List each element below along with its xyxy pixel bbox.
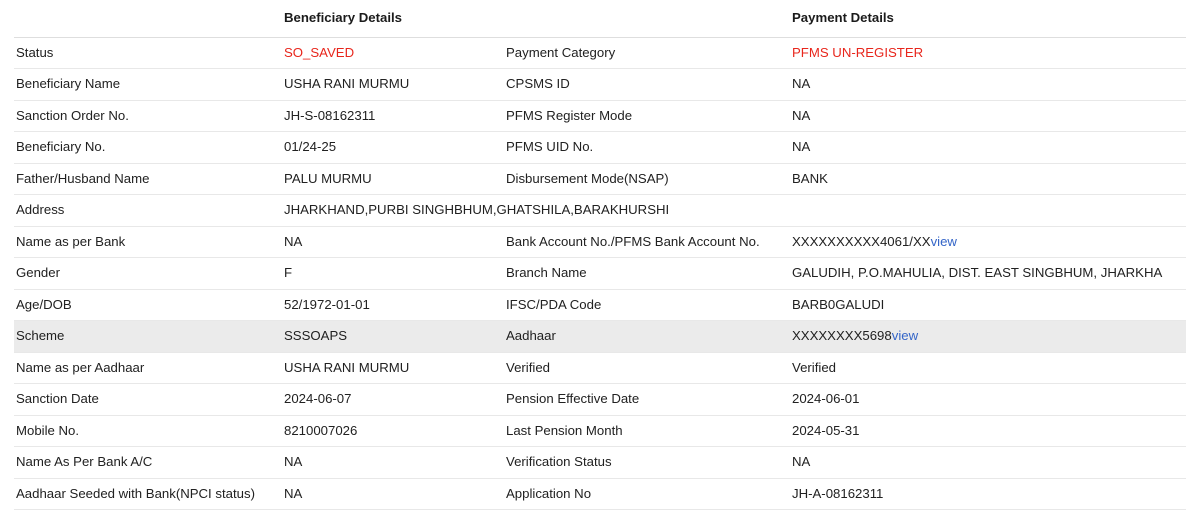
row-value-left: JH-S-08162311: [282, 100, 504, 132]
row-value-right-text: 2024-06-01: [792, 391, 860, 406]
row-label-left: Age/DOB: [14, 289, 282, 321]
row-value-right-text: NA: [792, 139, 811, 154]
header-blank-right: [504, 0, 790, 37]
row-label-left: Beneficiary No.: [14, 132, 282, 164]
row-value-right: [790, 69, 1186, 101]
row-value-left: NA: [282, 447, 504, 479]
view-link[interactable]: view: [930, 233, 957, 249]
row-label-right: CPSMS ID: [504, 69, 790, 101]
table-row: [14, 289, 1186, 321]
row-value-left: 8210007026: [282, 415, 504, 447]
row-value-left: NA: [282, 478, 504, 510]
row-label-right: Last Pension Month: [504, 415, 790, 447]
table-row: [14, 69, 1186, 101]
row-value-right: [790, 352, 1186, 384]
row-value-left: 52/1972-01-01: [282, 289, 504, 321]
row-value-right-text: NA: [792, 76, 811, 91]
row-value-left: F: [282, 258, 504, 290]
beneficiary-payment-details-table: [14, 0, 1186, 510]
row-value-right-text: XXXXXXXXXX4061/XX: [792, 233, 931, 249]
row-value-right-text: PFMS UN-REGISTER: [792, 44, 924, 60]
row-label-right: PFMS Register Mode: [504, 100, 790, 132]
row-label-right: Disbursement Mode(NSAP): [504, 163, 790, 195]
row-value-left: SO_SAVED: [282, 37, 504, 69]
table-row: [14, 352, 1186, 384]
row-value-right-text: BARB0GALUDI: [792, 296, 885, 312]
row-label-right: Payment Category: [504, 37, 790, 69]
row-value-left: NA: [282, 226, 504, 258]
row-label-left: Gender: [14, 258, 282, 290]
row-value-right: [790, 100, 1186, 132]
row-value-right: [790, 478, 1186, 510]
row-label-left: Aadhaar Seeded with Bank(NPCI status): [14, 478, 282, 510]
table-row: [14, 132, 1186, 164]
table-header: [14, 0, 1186, 37]
row-label-right: Branch Name: [504, 258, 790, 290]
row-label-left: Beneficiary Name: [14, 69, 282, 101]
row-value-right-text: XXXXXXXX5698: [792, 328, 892, 343]
row-label-right: Pension Effective Date: [504, 384, 790, 416]
row-label-left: Name as per Aadhaar: [14, 352, 282, 384]
row-value-left: SSSOAPS: [282, 321, 504, 353]
row-value-right: [790, 321, 1186, 353]
row-label-right: PFMS UID No.: [504, 132, 790, 164]
row-value-right-text: 2024-05-31: [792, 422, 860, 438]
row-label-left: Address: [14, 195, 282, 227]
row-value-left: USHA RANI MURMU: [282, 69, 504, 101]
row-label-right: IFSC/PDA Code: [504, 289, 790, 321]
row-label-left: Name as per Bank: [14, 226, 282, 258]
row-value-right: [790, 226, 1186, 258]
row-value-left: USHA RANI MURMU: [282, 352, 504, 384]
row-value-left: JHARKHAND,PURBI SINGHBHUM,GHATSHILA,BARAKHURSHI: [282, 195, 1186, 227]
row-value-right-text: JH-A-08162311: [792, 485, 884, 501]
row-value-right-text: BANK: [792, 170, 828, 186]
row-label-left: Sanction Date: [14, 384, 282, 416]
table-row: [14, 258, 1186, 290]
view-link[interactable]: view: [891, 328, 919, 343]
row-value-right: [790, 258, 1186, 290]
row-value-right: [790, 447, 1186, 479]
table-header-row: [14, 0, 1186, 37]
header-beneficiary-details: Beneficiary Details: [282, 0, 504, 37]
row-value-right-text: Verified: [792, 359, 836, 375]
row-label-right: Verification Status: [504, 447, 790, 479]
row-label-left: Status: [14, 37, 282, 69]
row-label-left: Sanction Order No.: [14, 100, 282, 132]
table-row: [14, 226, 1186, 258]
row-value-right-text: GALUDIH, P.O.MAHULIA, DIST. EAST SINGBHUM, JHARKHA: [792, 265, 1163, 280]
row-label-right: Bank Account No./PFMS Bank Account No.: [504, 226, 790, 258]
row-value-right-text: NA: [792, 107, 811, 123]
row-value-right: [790, 132, 1186, 164]
row-value-left: 2024-06-07: [282, 384, 504, 416]
row-label-left: Mobile No.: [14, 415, 282, 447]
row-value-right: [790, 415, 1186, 447]
table-row: [14, 478, 1186, 510]
row-label-right: Aadhaar: [504, 321, 790, 353]
table-row: [14, 384, 1186, 416]
row-value-right: [790, 289, 1186, 321]
table-row: [14, 447, 1186, 479]
table-row: [14, 415, 1186, 447]
table-row: [14, 37, 1186, 69]
table-row: [14, 195, 1186, 227]
row-value-right-text: NA: [792, 454, 811, 469]
row-label-right: Application No: [504, 478, 790, 510]
table-body: [14, 37, 1186, 510]
row-value-left: 01/24-25: [282, 132, 504, 164]
row-value-right: [790, 163, 1186, 195]
row-label-left: Father/Husband Name: [14, 163, 282, 195]
row-value-right: [790, 37, 1186, 69]
header-payment-details: Payment Details: [790, 0, 1186, 37]
table-row: [14, 163, 1186, 195]
row-value-right: [790, 384, 1186, 416]
table-row: [14, 100, 1186, 132]
row-label-right: Verified: [504, 352, 790, 384]
table-row: [14, 321, 1186, 353]
header-blank-left: [14, 0, 282, 37]
row-label-left: Scheme: [14, 321, 282, 353]
row-value-left: PALU MURMU: [282, 163, 504, 195]
row-label-left: Name As Per Bank A/C: [14, 447, 282, 479]
